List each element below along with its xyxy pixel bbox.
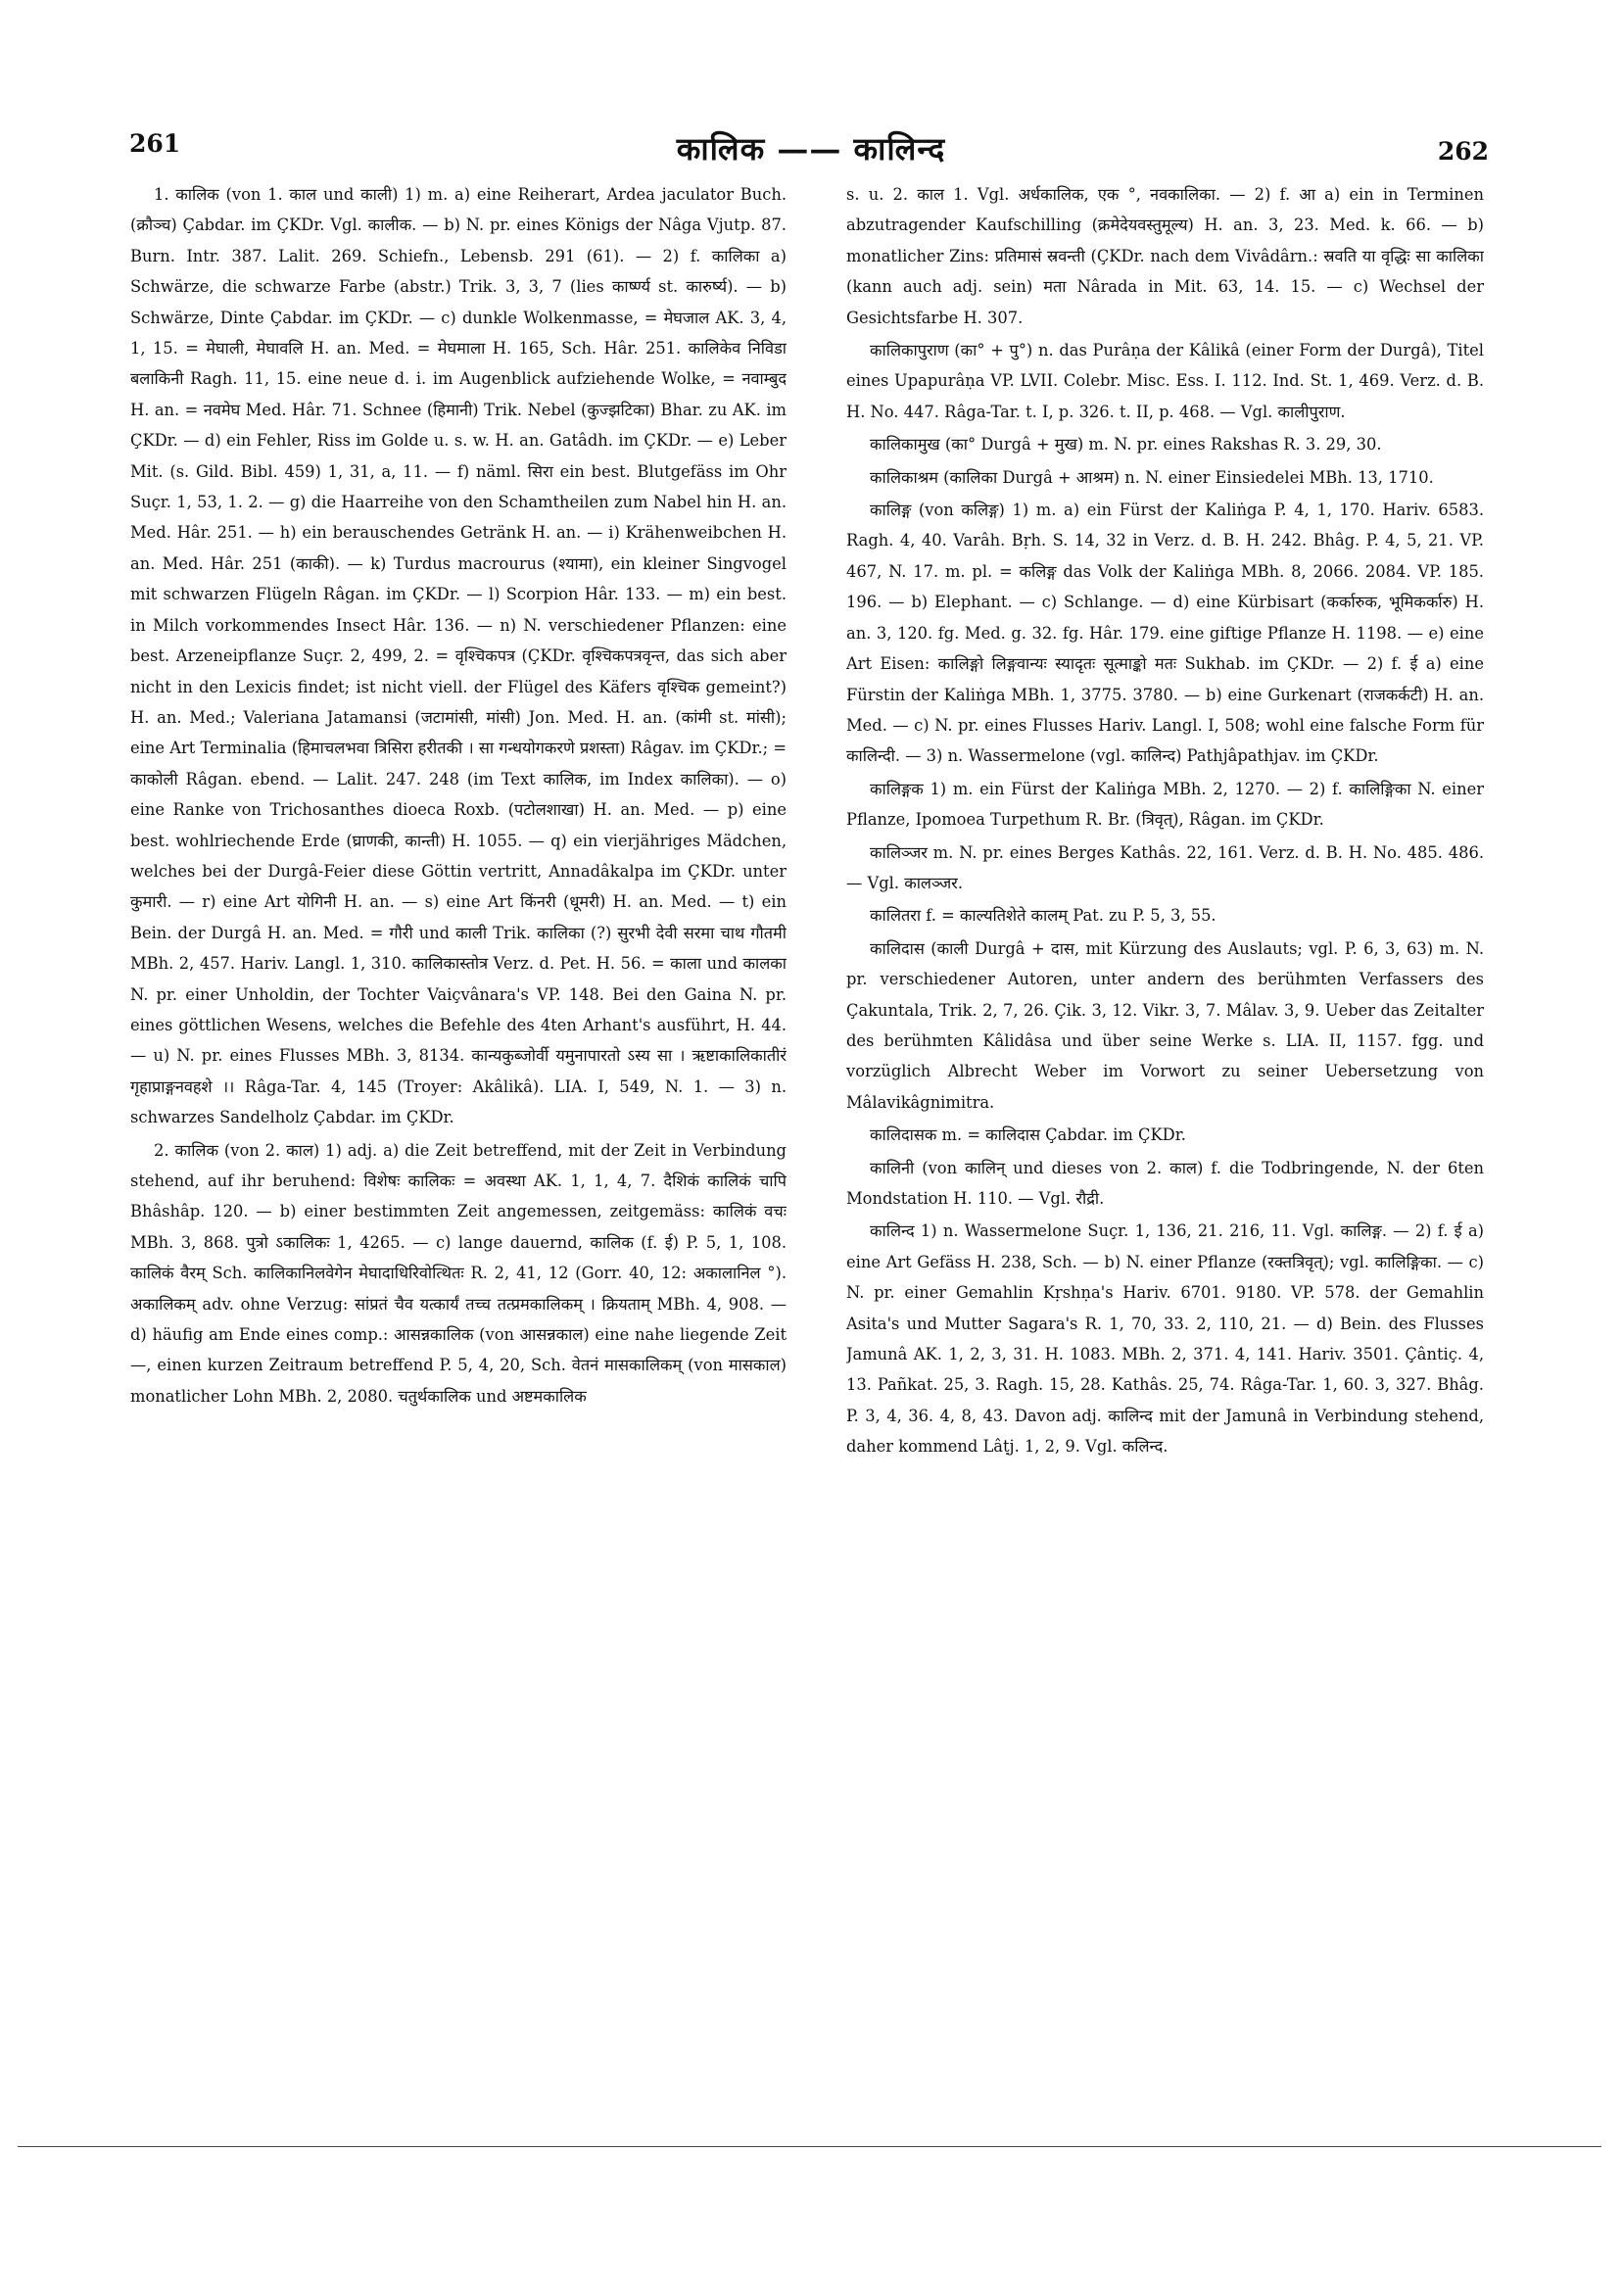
dictionary-entry: कालिदासक m. = कालिदास Çabdar. im ÇKDr. bbox=[870, 1125, 1186, 1145]
dictionary-entry: कालिकापुराण (का° + पु°) n. das Purâṇa der Kâlikâ (einer Form der Durgâ), Titel eines Upapurâṇa VP. LVII. Colebr. Misc. Ess. I. 112. Ind. St. 1, 469. Verz. d. B. H. No. 447. Râga-Tar. t. I, p. 326. t. II, p. 468. — Vgl. कालीपुराण. bbox=[846, 341, 1484, 421]
page-number-right: 262 bbox=[1437, 137, 1489, 166]
dictionary-entry: s. u. 2. काल 1. Vgl. अर्धकालिक, एक °, नवकालिका. — 2) f. आ a) ein in Terminen abzutragender Kaufschilling (क्रमेदेयवस्तुमूल्य) H. an. 3, 23. Med. k. 66. — b) monatlicher Zins: प्रतिमासं स्रवन्ती (ÇKDr. nach dem Vivâdârn.: स्रवति या वृद्धिः सा कालिका (kann auch adj. sein) मता Nârada in Mit. 63, 14. 15. — c) Wechsel der Gesichtsfarbe H. 307. bbox=[846, 185, 1484, 327]
dictionary-entry: कालिकाश्रम (कालिका Durgâ + आश्रम) n. N. einer Einsiedelei MBh. 13, 1710. bbox=[870, 467, 1434, 487]
dictionary-entry: 2. कालिक (von 2. काल) 1) adj. a) die Zeit betreffend, mit der Zeit in Verbindung stehend, auf ihr beruhend: विशेषः कालिकः = अवस्था AK. 1, 1, 4, 7. दैशिकं कालिकं चापि Bhâshâp. 120. — b) einer bestimmten Zeit angemessen, zeitgemäss: कालिकं वचः MBh. 3, 868. पुत्रो ऽकालिकः 1, 4265. — c) lange dauernd, कालिक (f. ई) P. 5, 1, 108. कालिकं वैरम् Sch. कालिकानिलवेगेन मेघादाधिरिवोत्थितः R. 2, 41, 12 (Gorr. 40, 12: अकालानिल °). अकालिकम् adv. ohne Verzug: सांप्रतं चैव यत्कार्यं तच्च तत्प्रमकालिकम् । क्रियताम् MBh. 4, 908. — d) häufig am Ende eines comp.: आसन्नकालिक (von आसन्नकाल) eine nahe liegende Zeit —, einen kurzen Zeitraum betreffend P. 5, 4, 20, Sch. वेतनं मासकालिकम् (von मासकाल) monatlicher Lohn MBh. 2, 2080. चतुर्थकालिक und अष्टमकालिक bbox=[130, 1140, 787, 1406]
bottom-rule bbox=[18, 2146, 1601, 2147]
dictionary-entry: कालिकामुख (का° Durgâ + मुख) m. N. pr. eines Rakshas R. 3. 29, 30. bbox=[870, 435, 1382, 454]
dictionary-entry: 1. कालिक (von 1. काल und काली) 1) m. a) eine Reiherart, Ardea jaculator Buch. (क्रौञ्च) Çabdar. im ÇKDr. Vgl. कालीक. — b) N. pr. eines Königs der Nâga Vjutp. 87. Burn. Intr. 387. Lalit. 269. Schiefn., Lebensb. 291 (61). — 2) f. कालिका a) Schwärze, die schwarze Farbe (abstr.) Trik. 3, 3, 7 (lies कार्ष्ण्य st. कारुर्ष्य). — b) Schwärze, Dinte Çabdar. im ÇKDr. — c) dunkle Wolkenmasse, = मेघजाल AK. 3, 4, 1, 15. = मेघाली, मेघावलि H. an. Med. = मेघमाला H. 165, Sch. Hâr. 251. कालिकेव निविडा बलाकिनी Ragh. 11, 15. eine neue d. i. im Augenblick aufziehende Wolke, = नवाम्बुद H. an. = नवमेघ Med. Hâr. 71. Schnee (हिमानी) Trik. Nebel (कुज्झटिका) Bhar. zu AK. im ÇKDr. — d) ein Fehler, Riss im Golde u. s. w. H. an. Gatâdh. im ÇKDr. — e) Leber Mit. (s. Gild. Bibl. 459) 1, 31, a, 11. — f) näml. सिरा ein best. Blutgefäss im Ohr Suçr. 1, 53, 1. 2. — g) die Haarreihe von den Schamtheilen zum Nabel hin H. an. Med. Hâr. 251. — h) ein berauschendes Getränk H. an. — i) Krähenweibchen H. an. Med. Hâr. 251 (काकी). — k) Turdus macrourus (श्यामा), ein kleiner Singvogel mit schwarzen Flügeln Râgan. im ÇKDr. — l) Scorpion Hâr. 133. — m) ein best. in Milch vorkommendes Insect Hâr. 136. — n) N. verschiedener Pflanzen: eine best. Arzeneipflanze Suçr. 2, 499, 2. = वृश्चिकपत्र (ÇKDr. वृश्चिकपत्रवृन्त, das sich aber nicht in den Lexicis findet; ist nicht viell. der Flügel des Käfers वृश्चिक gemeint?) H. an. Med.; Valeriana Jatamansi (जटामांसी, मांसी) Jon. Med. H. an. (कांमी st. मांसी); eine Art Terminalia (हिमाचलभवा त्रिसिरा हरीतकी । सा गन्धयोगकरणे प्रशस्ता) Râgav. im ÇKDr.; = काकोली Râgan. ebend. — Lalit. 247. 248 (im Text कालिक, im Index कालिका). — o) eine Ranke von Trichosanthes dioeca Roxb. (पटोलशाखा) H. an. Med. — p) eine best. wohlriechende Erde (घ्राणकी, कान्ती) H. 1055. — q) ein vierjähriges Mädchen, welches bei der Durgâ-Feier diese Göttin vertritt, Annadâkalpa im ÇKDr. unter कुमारी. — r) eine Art योगिनी H. an. — s) eine Art किंनरी (धूमरी) H. an. Med. — t) ein Bein. der Durgâ H. an. Med. = गौरी und काली Trik. कालिका (?) सुरभी देवी सरमा चाथ गौतमी MBh. 2, 457. Hariv. Langl. 1, 310. कालिकास्तोत्र Verz. d. Pet. H. 56. = काला und कालका N. pr. einer Unholdin, der Tochter Vaiçvânara's VP. 148. Bei den Gaina N. pr. eines göttlichen Wesens, welches die Befehle des 4ten Arhant's ausführt, H. 44. — u) N. pr. eines Flusses MBh. 3, 8134. कान्यकुब्जोर्वी यमुनापारतो ऽस्य सा । ऋष्टाकालिकातीरं गृहाप्राङ्गनवहशे ।। Râga-Tar. 4, 145 (Troyer: Akâlikâ). LIA. I, 549, N. 1. — 3) n. schwarzes Sandelholz Çabdar. im ÇKDr. bbox=[130, 185, 787, 1127]
page-header bbox=[0, 0, 1622, 186]
running-head: कालिक —— कालिन्द bbox=[676, 130, 946, 167]
dictionary-entry: कालिदास (काली Durgâ + दास, mit Kürzung des Auslauts; vgl. P. 6, 3, 63) m. N. pr. verschiedener Autoren, unter andern des berühmten Verfassers des Çakuntala, Trik. 2, 7, 26. Çik. 3, 12. Vikr. 3, 7. Mâlav. 3, 9. Ueber das Zeitalter des berühmten Kâlidâsa und über seine Werke s. LIA. II, 1157. fgg. und vorzüglich Albrecht Weber im Vorwort zu seiner Uebersetzung von Mâlavikâgnimitra. bbox=[846, 938, 1484, 1112]
dictionary-entry: कालिञ्जर m. N. pr. eines Berges Kathâs. 22, 161. Verz. d. B. H. No. 485. 486. — Vgl. कालञ्जर. bbox=[846, 842, 1484, 892]
left-column bbox=[130, 179, 787, 2040]
dictionary-entry: कालिङ्गक 1) m. ein Fürst der Kaliṅga MBh. 2, 1270. — 2) f. कालिङ्गिका N. einer Pflanze, Ipomoea Turpethum R. Br. (त्रिवृत्), Râgan. im ÇKDr. bbox=[846, 779, 1484, 830]
dictionary-entry: कालिनी (von कालिन् und dieses von 2. काल) f. die Todbringende, N. der 6ten Mondstation H. 110. — Vgl. रौद्री. bbox=[846, 1158, 1484, 1208]
dictionary-entry: कालिन्द 1) n. Wassermelone Suçr. 1, 136, 21. 216, 11. Vgl. कालिङ्ग. — 2) f. ई a) eine Art Gefäss H. 238, Sch. — b) N. einer Pflanze (रक्तत्रिवृत्); vgl. कालिङ्गिका. — c) N. pr. einer Gemahlin Kṛshṇa's Hariv. 6701. 9180. VP. 578. der Gemahlin Asita's und Mutter Sagara's R. 1, 70, 33. 2, 110, 21. — d) Bein. des Flusses Jamunâ AK. 1, 2, 3, 31. H. 1083. MBh. 2, 371. 4, 141. Hariv. 3501. Çântiç. 4, 13. Pañkat. 25, 3. Ragh. 15, 28. Kathâs. 25, 74. Râga-Tar. 1, 60. 3, 327. Bhâg. P. 3, 4, 36. 4, 8, 43. Davon adj. कालिन्द mit der Jamunâ in Verbindung stehend, daher kommend Lâṭj. 1, 2, 9. Vgl. कलिन्द. bbox=[846, 1221, 1484, 1457]
dictionary-entry: कालितरा f. = काल्यतिशेते कालम् Pat. zu P. 5, 3, 55. bbox=[870, 906, 1216, 926]
right-column bbox=[846, 179, 1484, 2040]
page-number-left: 261 bbox=[129, 129, 181, 158]
dictionary-entry: कालिङ्ग (von कलिङ्ग) 1) m. a) ein Fürst der Kaliṅga P. 4, 1, 170. Hariv. 6583. Ragh. 4, 40. Varâh. Bṛh. S. 14, 32 in Verz. d. B. H. 242. Bhâg. P. 4, 5, 21. VP. 467, N. 17. m. pl. = कलिङ्ग das Volk der Kaliṅga MBh. 8, 2066. 2084. VP. 185. 196. — b) Elephant. — c) Schlange. — d) eine Kürbisart (कर्कारुक, भूमिकर्कारु) H. an. 3, 120. fg. Med. g. 32. fg. Hâr. 179. eine giftige Pflanze H. 1198. — e) eine Art Eisen: कालिङ्गो लिङ्गवान्यः स्यादृतः सूत्माङ्को मतः Sukhab. im ÇKDr. — 2) f. ई a) eine Fürstin der Kaliṅga MBh. 1, 3775. 3780. — b) eine Gurkenart (राजकर्कटी) H. an. Med. — c) N. pr. eines Flusses Hariv. Langl. I, 508; wohl eine falsche Form für कालिन्दी. — 3) n. Wassermelone (vgl. कालिन्द) Pathjâpathjav. im ÇKDr. bbox=[846, 501, 1484, 766]
